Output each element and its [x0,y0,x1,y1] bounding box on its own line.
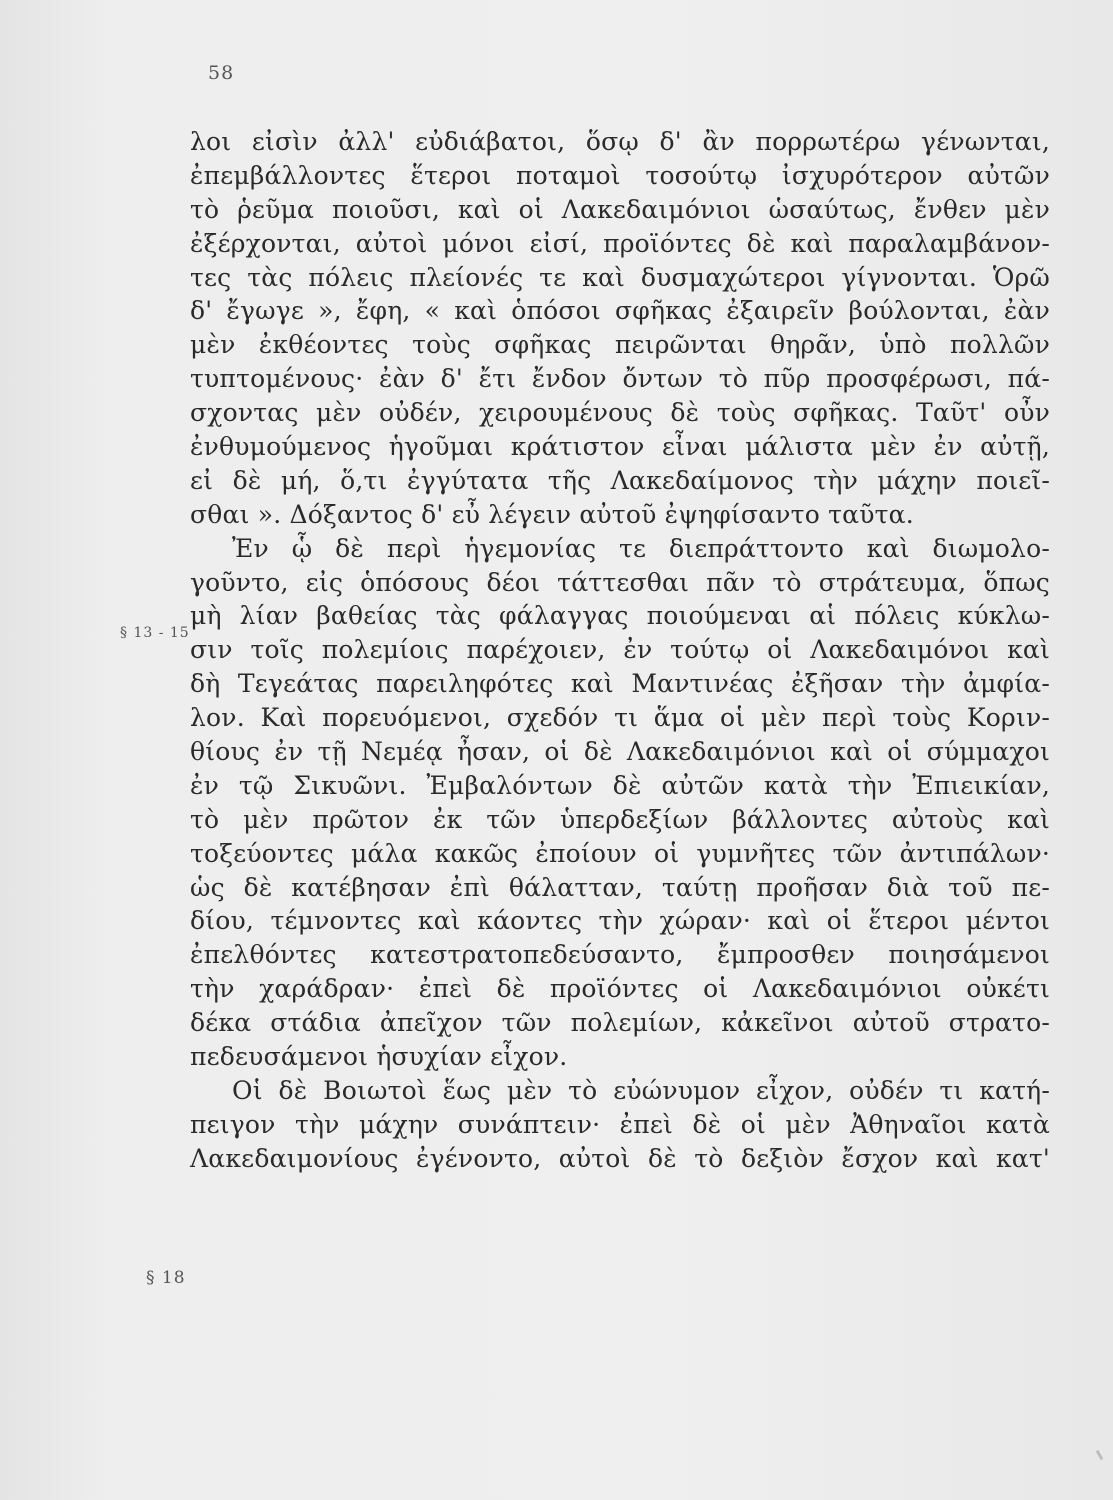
margin-note-section-18: § 18 [146,1268,186,1288]
text-line: πειγον τὴν μάχην συνάπτειν· ἐπεὶ δὲ οἱ μὲν Ἀθηναῖοι κατὰ [190,1109,1050,1139]
text-line: δὴ Τεγεάτας παρειληφότες καὶ Μαντινέας ἐξῆσαν τὴν ἀμφία- [190,669,1050,699]
text-line: Οἱ δὲ Βοιωτοὶ ἕως μὲν τὸ εὐώνυμον εἶχον, οὐδέν τι κατή- [232,1075,1050,1105]
text-line: ἐπεμβάλλοντες ἕτεροι ποταμοὶ τοσούτῳ ἰσχυρότερον αὐτῶν [190,160,1050,190]
text-line: δέκα στάδια ἀπεῖχον τῶν πολεμίων, κἀκεῖνοι αὐτοῦ στρατο- [190,1008,1050,1038]
text-line: γοῦντο, εἰς ὁπόσους δέοι τάττεσθαι πᾶν τὸ στράτευμα, ὅπως [190,567,1050,597]
text-line: δ' ἔγωγε », ἔφη, « καὶ ὁπόσοι σφῆκας ἐξαιρεῖν βούλονται, ἐὰν [190,296,1050,326]
text-line: δίου, τέμνοντες καὶ κάοντες τὴν χώραν· καὶ οἱ ἕτεροι μέντοι [190,906,1050,936]
text-line: λον. Καὶ πορευόμενοι, σχεδόν τι ἅμα οἱ μὲν περὶ τοὺς Κοριν- [190,703,1050,733]
text-line: ἐν τῷ Σικυῶνι. Ἐμβαλόντων δὲ αὐτῶν κατὰ τὴν Ἐπιεικίαν, [190,770,1050,800]
text-line: μὴ λίαν βαθείας τὰς φάλαγγας ποιούμεναι αἱ πόλεις κύκλω- [190,601,1050,631]
text-line: ἐπελθόντες κατεστρατοπεδεύσαντο, ἔμπροσθεν ποιησάμενοι [190,940,1050,970]
text-line: σθαι ». Δόξαντος δ' εὖ λέγειν αὐτοῦ ἐψηφίσαντο ταῦτα. [190,499,914,529]
text-line: τὸ ῥεῦμα ποιοῦσι, καὶ οἱ Λακεδαιμόνιοι ὡσαύτως, ἔνθεν μὲν [190,194,1050,224]
text-line: Λακεδαιμονίους ἐγένοντο, αὐτοὶ δὲ τὸ δεξιὸν ἔσχον καὶ κατ' [190,1143,1050,1173]
text-line: ἐνθυμούμενος ἡγοῦμαι κράτιστον εἶναι μάλιστα μὲν ἐν αὐτῇ, [190,432,1050,462]
text-line: τυπτομένους· ἐὰν δ' ἔτι ἔνδον ὄντων τὸ πῦρ προσφέρωσι, πά- [190,364,1050,394]
main-text [190,125,1050,1176]
text-line: εἰ δὲ μή, ὅ,τι ἐγγύτατα τῆς Λακεδαίμονος τὴν μάχην ποιεῖ- [190,465,1050,495]
text-line: λοι εἰσὶν ἀλλ' εὐδιάβατοι, ὅσῳ δ' ἂν πορρωτέρω γένωνται, [190,127,1050,156]
text-line: Ἐν ᾧ δὲ περὶ ἡγεμονίας τε διεπράττοντο καὶ διωμολο- [232,533,1050,563]
text-line: τὴν χαράδραν· ἐπεὶ δὲ προϊόντες οἱ Λακεδαιμόνιοι οὐκέτι [190,974,1050,1004]
text-line: θίους ἐν τῇ Νεμέᾳ ἦσαν, οἱ δὲ Λακεδαιμόνιοι καὶ οἱ σύμμαχοι [190,737,1050,767]
page-number: 58 [208,62,235,84]
text-line: σχοντας μὲν οὐδέν, χειρουμένους δὲ τοὺς σφῆκας. Ταῦτ' οὖν [190,398,1050,428]
text-line: ἐξέρχονται, αὐτοὶ μόνοι εἰσί, προϊόντες δὲ καὶ παραλαμβάνον- [190,228,1050,258]
text-line: πεδευσάμενοι ἡσυχίαν εἶχον. [190,1042,568,1072]
text-line: σιν τοῖς πολεμίοις παρέχοιεν, ἐν τούτῳ οἱ Λακεδαιμόνοι καὶ [190,635,1050,665]
text-line: ὡς δὲ κατέβησαν ἐπὶ θάλατταν, ταύτῃ προῆσαν διὰ τοῦ πε- [190,872,1050,902]
text-line: τες τὰς πόλεις πλείονές τε καὶ δυσμαχώτεροι γίγνονται. Ὁρῶ [190,262,1050,292]
text-line: τοξεύοντες μάλα κακῶς ἐποίουν οἱ γυμνῆτες τῶν ἀντιπάλων· [190,838,1050,868]
text-line: μὲν ἐκθέοντες τοὺς σφῆκας πειρῶνται θηρᾶν, ὑπὸ πολλῶν [190,330,1050,360]
text-line: τὸ μὲν πρῶτον ἐκ τῶν ὑπερδεξίων βάλλοντες αὐτοὺς καὶ [190,804,1050,834]
scan-speck [1096,1450,1104,1460]
margin-note-section-13-15: § 13 - 15 [120,625,190,641]
